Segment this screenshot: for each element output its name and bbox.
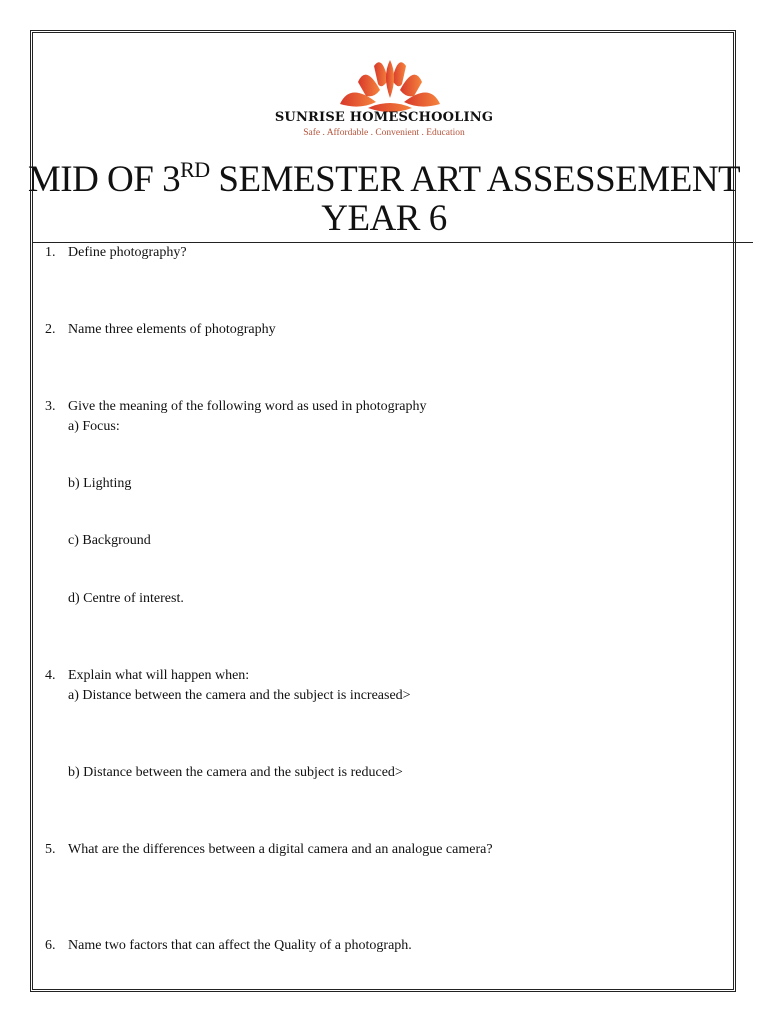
question-number: 2. bbox=[45, 322, 56, 337]
question-text: Explain what will happen when: bbox=[68, 668, 250, 683]
question-number: 3. bbox=[45, 399, 56, 414]
brand-name: SUNRISE HOMESCHOOLING bbox=[274, 110, 494, 125]
brand-tagline: Safe . Affordable . Convenient . Education bbox=[303, 128, 465, 138]
sub-question: d) Centre of interest. bbox=[68, 591, 184, 606]
question-number: 5. bbox=[45, 842, 56, 857]
question-number: 1. bbox=[45, 245, 56, 260]
question-text: Define photography? bbox=[68, 245, 187, 260]
question-number: 6. bbox=[45, 938, 56, 953]
question-text: Name three elements of photography bbox=[68, 322, 276, 337]
lotus-logo-icon bbox=[270, 42, 510, 142]
title-prefix: MID OF 3 bbox=[27, 159, 181, 200]
sub-question: b) Lighting bbox=[68, 476, 132, 491]
question-number: 4. bbox=[45, 668, 56, 683]
sub-question: c) Background bbox=[68, 533, 151, 548]
page-subtitle: YEAR 6 bbox=[321, 198, 447, 239]
title-divider bbox=[33, 242, 753, 243]
title-superscript: RD bbox=[180, 157, 210, 182]
question-text: What are the differences between a digital camera and an analogue camera? bbox=[68, 842, 493, 857]
title-suffix: SEMESTER ART ASSESSEMENT bbox=[209, 159, 741, 200]
question-text: Give the meaning of the following word as used in photography bbox=[68, 399, 427, 414]
sub-question: b) Distance between the camera and the subject is reduced> bbox=[68, 765, 403, 780]
sub-question: a) Focus: bbox=[68, 419, 120, 434]
page-title bbox=[0, 157, 768, 200]
question-text: Name two factors that can affect the Quality of a photograph. bbox=[68, 938, 412, 953]
sub-question: a) Distance between the camera and the subject is increased> bbox=[68, 688, 411, 703]
